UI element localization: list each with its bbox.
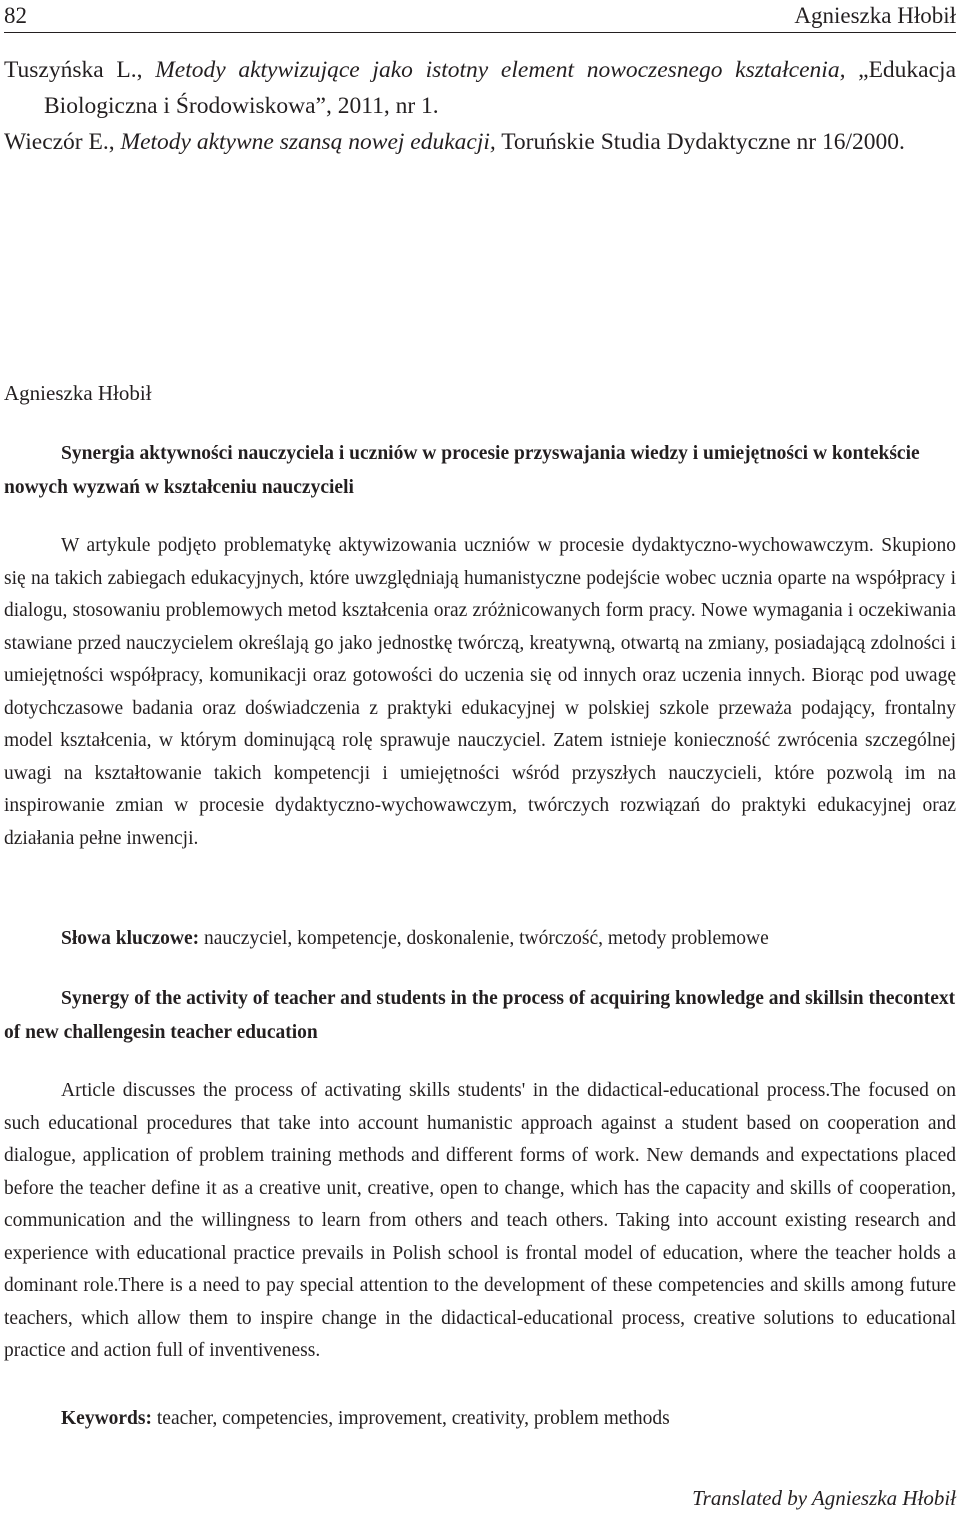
reference-item (4, 52, 956, 124)
polish-title: Synergia aktywności nauczyciela i uczniów w procesie przyswajania wiedzy i umiejętności w kontekście nowych wyzwań w kształceniu nauczycieli (4, 443, 920, 498)
reference-list (4, 52, 956, 160)
polish-keywords-list: nauczyciel, kompetencje, doskonalenie, twórczość, metody problemowe (199, 928, 769, 949)
english-keywords-list: teacher, competencies, improvement, creativity, problem methods (152, 1408, 670, 1429)
running-header (4, 2, 956, 33)
abstract-author: Agnieszka Hłobił (4, 381, 152, 405)
reference-author: Wieczór E., (4, 129, 121, 155)
polish-keywords-label: Słowa kluczowe: (61, 928, 200, 949)
english-title: Synergy of the activity of teacher and students in the process of acquiring knowledge and skillsin thecontext of new challengesin teacher education (4, 988, 956, 1043)
reference-source: Toruńskie Studia Dydaktyczne nr 16/2000. (495, 129, 905, 155)
english-keywords (4, 1404, 956, 1434)
english-keywords-label: Keywords: (61, 1408, 152, 1429)
translator-note: Translated by Agnieszka Hłobił (692, 1486, 956, 1510)
polish-abstract: W artykule podjęto problematykę aktywizowania uczniów w procesie dydaktyczno-wychowawczym. Skupiono się na takich zabiegach edukacyjnych, które uwzględniają humanistyczne podejście wobec ucznia oparte na współpracy i dialogu, stosowaniu problemowych metod kształcenia oraz zróżnicowanych form pracy. Nowe wymagania i oczekiwania stawiane przed nauczycielem określają go jako jednostkę twórczą, kreatywną, otwartą na zmiany, posiadającą zdolności i umiejętności współpracy, komunikacji oraz gotowości do uczenia się od innych oraz uczenia innych. Biorąc pod uwagę dotychczasowe badania oraz doświadczenia z praktyki edukacyjnej w polskiej szkole przeważa podający, frontalny model kształcenia, w którym dominującą rolę sprawuje nauczyciel. Zatem istnieje konieczność zwrócenia szczególnej uwagi na kształtowanie takich kompetencji i umiejętności wśród przyszłych nauczycieli, które pozwolą im na inspirowanie zmian w procesie dydaktyczno-wychowawczym, twórczych rozwiązań do praktyki edukacyjnej oraz działania pełne inwencji. (4, 535, 956, 849)
reference-item (4, 124, 956, 160)
page-number: 82 (4, 3, 27, 28)
polish-keywords (4, 924, 956, 954)
reference-source: „Edukacja Biologiczna i Środowiskowa”, 2011, nr 1. (44, 57, 957, 119)
running-head-author: Agnieszka Hłobił (794, 3, 956, 28)
reference-author: Tuszyńska L., (4, 57, 156, 83)
reference-title: Metody aktywizujące jako istotny element nowoczesnego kształcenia, (155, 57, 846, 83)
english-abstract: Article discusses the process of activating skills students' in the didactical-educational process.The focused on such educational procedures that take into account humanistic approach against a student based on cooperation and dialogue, application of problem training methods and different forms of work. New demands and expectations placed before the teacher define it as a creative unit, creative, open to change, which has the capacity and skills of cooperation, communication and the willingness to learn from others and teach others. Taking into account existing research and experience with educational practice prevails in Polish school is frontal model of education, where the teacher holds a dominant role.There is a need to pay special attention to the development of these competencies and skills among future teachers, which allow them to inspire change in the didactical-educational process, creative solutions to educational practice and action full of inventiveness. (4, 1080, 956, 1361)
reference-title: Metody aktywne szansą nowej edukacji, (120, 129, 496, 155)
